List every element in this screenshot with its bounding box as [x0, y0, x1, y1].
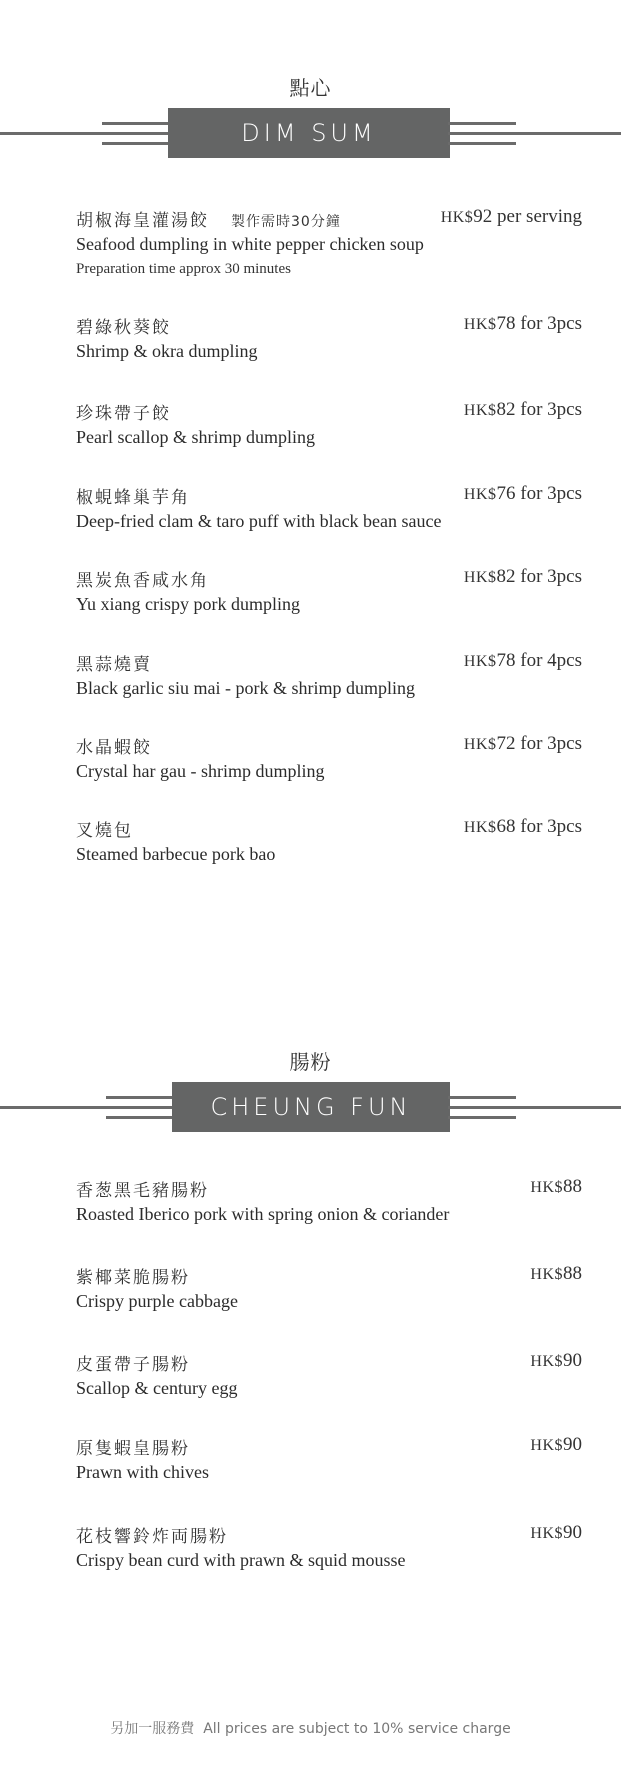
service-charge-cn: 另加一服務費	[110, 1721, 195, 1737]
menu-item-name-en: Steamed barbecue pork bao	[76, 844, 276, 864]
banner-line	[448, 1096, 516, 1099]
banner-line	[448, 1106, 621, 1109]
menu-item-price: HK$82 for 3pcs	[463, 566, 582, 587]
banner-line	[448, 1116, 516, 1119]
menu-item-price: HK$90	[530, 1522, 582, 1543]
service-charge-en: All prices are subject to 10% service charge	[203, 1721, 511, 1737]
menu-item-name-en: Crispy bean curd with prawn & squid mousse	[76, 1550, 406, 1570]
menu-item-price: HK$78 for 3pcs	[463, 313, 582, 334]
service-charge-note	[0, 1718, 621, 1738]
menu-item-price: HK$88	[530, 1176, 582, 1197]
menu-item-name-cn: 水晶蝦餃	[76, 738, 152, 758]
menu-item-name-cn: 紫椰菜脆腸粉	[76, 1268, 190, 1288]
banner-line	[448, 122, 516, 125]
menu-item-name-en: Shrimp & okra dumpling	[76, 341, 258, 361]
menu-item-name-en: Seafood dumpling in white pepper chicken soup	[76, 234, 424, 254]
menu-item-price: HK$76 for 3pcs	[463, 483, 582, 504]
menu-item-name-en: Scallop & century egg	[76, 1378, 238, 1398]
menu-item-name-cn: 花枝響鈴炸両腸粉	[76, 1527, 228, 1547]
menu-item-price: HK$82 for 3pcs	[463, 399, 582, 420]
menu-item-name-en: Prawn with chives	[76, 1462, 209, 1482]
menu-item-name-en: Crystal har gau - shrimp dumpling	[76, 761, 325, 781]
menu-item-price: HK$90	[530, 1350, 582, 1371]
menu-item-note-cn: 製作需時30分鐘	[231, 214, 341, 230]
menu-item-name-cn: 香葱黑毛豬腸粉	[76, 1181, 209, 1201]
menu-item-name-en: Pearl scallop & shrimp dumpling	[76, 427, 315, 447]
banner-line	[102, 122, 170, 125]
menu-item-name-en: Roasted Iberico pork with spring onion & coriander	[76, 1204, 450, 1224]
dimsum-title-cn: 點心	[289, 76, 332, 100]
menu-item-name-en: Crispy purple cabbage	[76, 1291, 238, 1311]
menu-item-price: HK$68 for 3pcs	[463, 816, 582, 837]
menu-item-price: HK$72 for 3pcs	[463, 733, 582, 754]
dimsum-banner	[0, 108, 621, 160]
menu-item-name-cn: 原隻蝦皇腸粉	[76, 1439, 190, 1459]
banner-line	[106, 1096, 174, 1099]
menu-item-name-cn: 珍珠帶子餃	[76, 404, 171, 424]
menu-item-price: HK$88	[530, 1263, 582, 1284]
banner-line	[106, 1116, 174, 1119]
cheungfun-title-cn: 腸粉	[289, 1050, 332, 1074]
menu-item-name-cn: 椒蜆蜂巢芋角	[76, 488, 190, 508]
menu-item-price: HK$92 per serving	[440, 206, 582, 227]
menu-item-name-cn: 叉燒包	[76, 821, 133, 841]
banner-line	[0, 1106, 174, 1109]
cheungfun-banner	[0, 1082, 621, 1134]
menu-item-price: HK$78 for 4pcs	[463, 650, 582, 671]
dimsum-title-en: DIM SUM	[168, 108, 450, 158]
banner-line	[0, 132, 170, 135]
menu-item-price: HK$90	[530, 1434, 582, 1455]
menu-item-note-en: Preparation time approx 30 minutes	[76, 261, 291, 277]
menu-item-name-cn: 黑蒜燒賣	[76, 655, 152, 675]
menu-item-name-en: Yu xiang crispy pork dumpling	[76, 594, 300, 614]
banner-line	[448, 142, 516, 145]
menu-item-name-en: Deep-fried clam & taro puff with black bean sauce	[76, 511, 442, 531]
banner-line	[448, 132, 621, 135]
menu-item-name-cn: 黑炭魚香咸水角	[76, 571, 209, 591]
menu-item-name-cn: 碧綠秋葵餃	[76, 318, 171, 338]
menu-item-name-cn: 皮蛋帶子腸粉	[76, 1355, 190, 1375]
banner-line	[102, 142, 170, 145]
menu-item-name-cn: 胡椒海皇灌湯餃 製作需時30分鐘	[76, 211, 341, 231]
menu-item-name-en: Black garlic siu mai - pork & shrimp dumpling	[76, 678, 415, 698]
cheungfun-title-en: CHEUNG FUN	[172, 1082, 450, 1132]
